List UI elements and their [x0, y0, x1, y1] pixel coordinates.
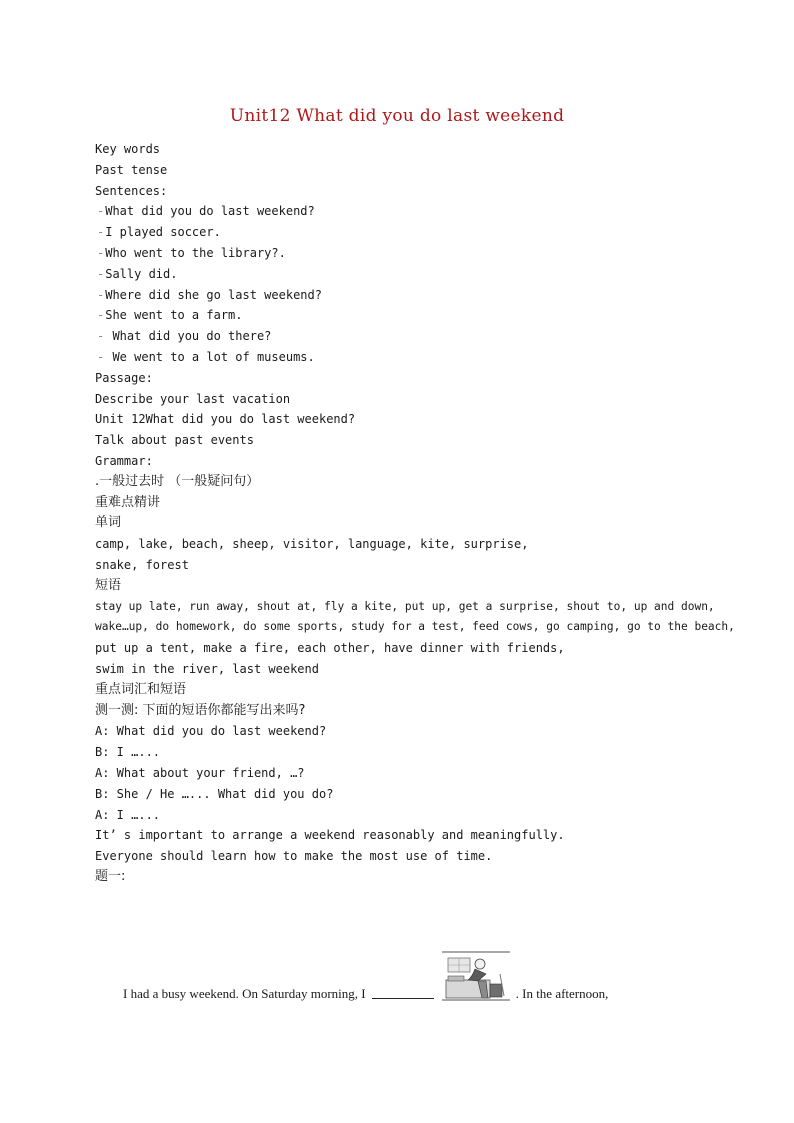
sentence-item	[95, 243, 705, 264]
sentence-text: I played soccer.	[105, 225, 221, 240]
passage-line: Talk about past events	[95, 433, 254, 448]
dash-marker: -	[97, 329, 105, 344]
test-heading: 测一测: 下面的短语你都能写出来吗?	[95, 702, 306, 718]
past-tense-label: Past tense	[95, 162, 168, 177]
sentence-text: What did you do last weekend?	[105, 204, 315, 219]
sentence-item	[95, 201, 705, 222]
sentences-label: Sentences:	[95, 183, 168, 198]
dialogue-line: A: I …...	[95, 807, 161, 822]
grammar-item: .一般过去时 （一般疑问句）	[95, 473, 260, 489]
sentence-text: We went to a lot of museums.	[105, 349, 315, 364]
key-points-heading: 重难点精讲	[95, 494, 161, 510]
sentence-text: Where did she go last weekend?	[105, 287, 322, 302]
words-line: camp, lake, beach, sheep, visitor, language, kite, surprise,	[95, 537, 529, 552]
sentence-item	[95, 305, 705, 326]
sentence-item	[95, 285, 705, 306]
passage-line: Describe your last vacation	[95, 391, 291, 406]
exercise-label: 题一:	[95, 868, 126, 884]
sentence-item	[95, 347, 705, 368]
dialogue-line: A: What about your friend, …?	[95, 765, 305, 780]
dash-marker: -	[97, 266, 105, 281]
person-at-desk-illustration-icon	[442, 950, 510, 1002]
passage-label: Passage:	[95, 370, 153, 385]
phrases-line: stay up late, run away, shout at, fly a kite, put up, get a surprise, shout to, up and down,	[95, 599, 715, 613]
vocab-heading: 重点词汇和短语	[95, 681, 187, 697]
sentence-text: She went to a farm.	[105, 308, 243, 323]
dash-marker: -	[97, 204, 105, 219]
phrases-heading: 短语	[95, 577, 122, 593]
passage-line: Unit 12What did you do last weekend?	[95, 412, 356, 427]
dash-marker: -	[97, 287, 105, 302]
dash-marker: -	[97, 308, 105, 323]
grammar-label: Grammar:	[95, 453, 153, 468]
answer-blank[interactable]	[372, 997, 434, 999]
exercise-sentence	[123, 950, 608, 1002]
phrases-line: swim in the river, last weekend	[95, 661, 319, 676]
sentence-text: Who went to the library?.	[105, 245, 286, 260]
dash-marker: -	[97, 349, 105, 364]
dialogue-line: B: She / He …... What did you do?	[95, 786, 334, 801]
phrases-line: wake…up, do homework, do some sports, study for a test, feed cows, go camping, go to the beach,	[95, 620, 735, 634]
sentence-item	[95, 326, 705, 347]
sentence-text: Sally did.	[105, 266, 178, 281]
dialogue-line: B: I …...	[95, 745, 161, 760]
sentence-text: What did you do there?	[105, 329, 272, 344]
document-body	[95, 139, 735, 888]
key-words-label: Key words	[95, 142, 161, 156]
closing-line: Everyone should learn how to make the most use of time.	[95, 849, 493, 864]
dialogue-line: A: What did you do last weekend?	[95, 724, 327, 739]
words-line: snake, forest	[95, 557, 189, 572]
dash-marker: -	[97, 245, 105, 260]
dash-marker: -	[97, 225, 105, 240]
words-heading: 单词	[95, 515, 122, 531]
sentence-item	[95, 222, 705, 243]
phrases-line: put up a tent, make a fire, each other, have dinner with friends,	[95, 641, 565, 656]
exercise-text-after: . In the afternoon,	[515, 986, 609, 1001]
illustration-image	[442, 950, 510, 1002]
sentence-item	[95, 264, 705, 285]
exercise-text-before: I had a busy weekend. On Saturday morning, I	[123, 986, 366, 1001]
page-title: Unit12 What did you do last weekend	[229, 106, 565, 126]
closing-line: It’ s important to arrange a weekend reasonably and meaningfully.	[95, 828, 565, 843]
